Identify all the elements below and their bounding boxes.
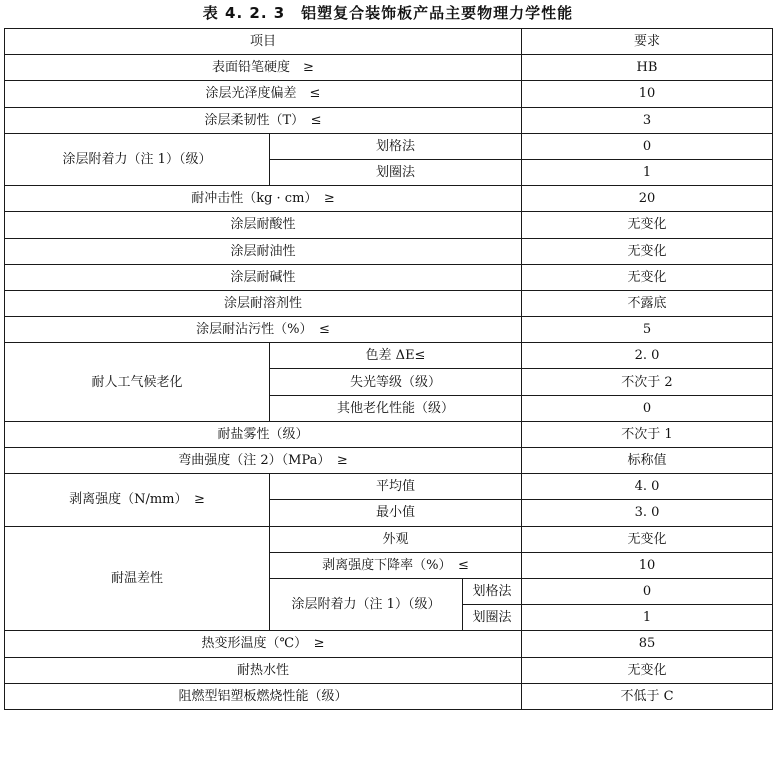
table-row [5, 343, 773, 369]
table-title: 表 4. 2. 3 铝塑复合装饰板产品主要物理力学性能 [202, 4, 574, 22]
row-item: 耐热水性 [5, 657, 522, 683]
row-item: 涂层柔韧性（T） ≤ [5, 107, 522, 133]
row-value: 10 [522, 552, 773, 578]
table-row [5, 238, 773, 264]
row-value: 不露底 [522, 290, 773, 316]
row-item: 涂层耐沾污性（%） ≤ [5, 317, 522, 343]
row-item: 弯曲强度（注 2）（MPa） ≥ [5, 448, 522, 474]
row-value: 无变化 [522, 526, 773, 552]
row-value: 20 [522, 186, 773, 212]
table-row [5, 448, 773, 474]
row-item: 耐冲击性（kg · cm） ≥ [5, 186, 522, 212]
table-row [5, 421, 773, 447]
row-value: 0 [522, 133, 773, 159]
table-row [5, 186, 773, 212]
table-row [5, 212, 773, 238]
table-row [5, 264, 773, 290]
row-item: 涂层耐碱性 [5, 264, 522, 290]
row-value: 0 [522, 578, 773, 604]
header-requirement: 要求 [522, 29, 773, 55]
row-value: 不低于 C [522, 683, 773, 709]
table-row [5, 81, 773, 107]
table-row [5, 290, 773, 316]
sub-item: 剥离强度下降率（%） ≤ [270, 552, 522, 578]
row-value: 3. 0 [522, 500, 773, 526]
row-item: 涂层光泽度偏差 ≤ [5, 81, 522, 107]
row-value: 不次于 2 [522, 369, 773, 395]
row-value: 标称值 [522, 448, 773, 474]
sub-item: 失光等级（级） [270, 369, 522, 395]
row-value: 4. 0 [522, 474, 773, 500]
row-value: 2. 0 [522, 343, 773, 369]
row-item: 涂层耐酸性 [5, 212, 522, 238]
group-label: 涂层附着力（注 1）（级） [5, 133, 270, 185]
table-row [5, 683, 773, 709]
row-item: 阻燃型铝塑板燃烧性能（级） [5, 683, 522, 709]
table-row [5, 657, 773, 683]
row-item: 表面铅笔硬度 ≥ [5, 55, 522, 81]
row-item: 涂层耐溶剂性 [5, 290, 522, 316]
table-row [5, 133, 773, 159]
row-value: 无变化 [522, 264, 773, 290]
row-item: 涂层耐油性 [5, 238, 522, 264]
group-label: 耐人工气候老化 [5, 343, 270, 422]
sub-item: 平均值 [270, 474, 522, 500]
sub-item: 划格法 [270, 133, 522, 159]
nested-sub-item: 划圈法 [463, 605, 522, 631]
table-row [5, 107, 773, 133]
row-value: 10 [522, 81, 773, 107]
table-row [5, 631, 773, 657]
sub-item: 最小值 [270, 500, 522, 526]
row-value: HB [522, 55, 773, 81]
row-value: 不次于 1 [522, 421, 773, 447]
row-value: 无变化 [522, 238, 773, 264]
row-value: 无变化 [522, 212, 773, 238]
table-row [5, 317, 773, 343]
row-value: 1 [522, 605, 773, 631]
properties-table [4, 28, 773, 710]
table-row [5, 474, 773, 500]
row-item: 耐盐雾性（级） [5, 421, 522, 447]
row-value: 5 [522, 317, 773, 343]
sub-item: 色差 ΔE≤ [270, 343, 522, 369]
row-item: 热变形温度（℃） ≥ [5, 631, 522, 657]
sub-item: 外观 [270, 526, 522, 552]
row-value: 无变化 [522, 657, 773, 683]
table-row [5, 55, 773, 81]
group-label: 耐温差性 [5, 526, 270, 631]
row-value: 1 [522, 159, 773, 185]
row-value: 3 [522, 107, 773, 133]
nested-group-label: 涂层附着力（注 1）（级） [270, 578, 463, 630]
row-value: 85 [522, 631, 773, 657]
sub-item: 划圈法 [270, 159, 522, 185]
nested-sub-item: 划格法 [463, 578, 522, 604]
table-row [5, 526, 773, 552]
sub-item: 其他老化性能（级） [270, 395, 522, 421]
group-label: 剥离强度（N/mm） ≥ [5, 474, 270, 526]
row-value: 0 [522, 395, 773, 421]
header-item: 项目 [5, 29, 522, 55]
table-header-row [5, 29, 773, 55]
